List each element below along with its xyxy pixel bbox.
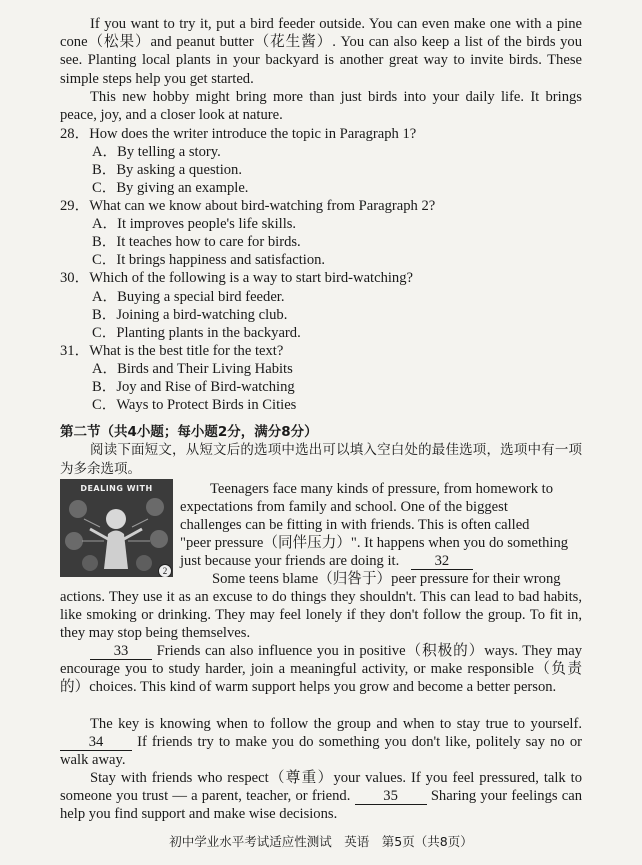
passage-paragraph: If you want to try it, put a bird feeder outside. You can even make one with a pine cone（松果）and peanut butter（花生酱）. You can also keep a list of the birds you see. Planting local plants in your backyard is another great way to invite birds. These simple steps help you get started. xyxy=(60,16,582,87)
question-stem: 29．What can we know about bird-watching from Paragraph 2? xyxy=(60,198,436,214)
poster-badge: 2 xyxy=(158,564,172,577)
blank-35[interactable]: 35 xyxy=(355,789,427,805)
question-option: C．It brings happiness and satisfaction. xyxy=(92,252,326,268)
passage-text: Friends can also influence you in positive（积极的）ways. They may encourage you to study harder, join a meaningful activity, or make responsible（负责的）choices. This kind of warm support helps you grow and become a better person. xyxy=(60,643,582,696)
question-option: A．By telling a story. xyxy=(92,144,221,160)
passage-text: Stay with friends who respect（尊重）your values. If you feel pressured, talk to someone you trust — a parent, teacher, or friend. xyxy=(60,770,582,805)
passage-paragraph: This new hobby might bring more than just birds into your daily life. It brings peace, joy, and a closer look at nature. xyxy=(60,88,582,124)
passage-line: challenges can be fitting in with friends. This is often called xyxy=(180,517,530,533)
passage-line xyxy=(180,552,473,570)
passage-paragraph xyxy=(60,715,582,770)
question-stem: 31．What is the best title for the text? xyxy=(60,343,284,359)
section-heading: 第二节（共4小题；每小题2分，满分8分） xyxy=(60,424,318,440)
passage-line: Some teens blame（归咎于）peer pressure for their wrong xyxy=(212,571,561,587)
passage-text: The key is knowing when to follow the group and when to stay true to yourself. xyxy=(90,716,582,732)
blank-34[interactable]: 34 xyxy=(60,735,132,751)
passage-text: Sharing your feelings can help you find support and make wise decisions. xyxy=(60,788,583,823)
passage-tail xyxy=(60,15,582,124)
question-option: B．It teaches how to care for birds. xyxy=(92,234,301,250)
passage-text: If friends try to make you do something you don't like, politely say no or walk away. xyxy=(60,734,582,769)
passage-paragraph xyxy=(60,769,582,824)
section-instruction: 阅读下面短文，从短文后的选项中选出可以填入空白处的最佳选项，选项中有一项为多余选项。 xyxy=(60,442,582,477)
passage-line-text: just because your friends are doing it. xyxy=(180,553,400,569)
blank-32[interactable]: 32 xyxy=(411,554,473,570)
question-stem: 30．Which of the following is a way to start bird-watching? xyxy=(60,270,414,286)
passage-paragraph: actions. They use it as an excuse to do things they shouldn't. This can lead to bad habits, like smoking or drinking. They may feel lonely if they don't follow the group. To fit in, they may stop being themselves. xyxy=(60,589,582,642)
question-option: C．Planting plants in the backyard. xyxy=(92,325,301,341)
question-option: C．Ways to Protect Birds in Cities xyxy=(92,397,297,413)
question-option: B．Joy and Rise of Bird-watching xyxy=(92,379,295,395)
question-option: B．Joining a bird-watching club. xyxy=(92,307,288,323)
passage-line: Teenagers face many kinds of pressure, from homework to xyxy=(210,481,554,497)
question-option: B．By asking a question. xyxy=(92,162,242,178)
page-footer: 初中学业水平考试适应性测试 英语 第5页（共8页） xyxy=(169,834,473,849)
poster-title: DEALING WITH xyxy=(80,484,153,493)
passage-paragraph xyxy=(60,642,582,697)
passage-line: "peer pressure（同伴压力）". It happens when you do something xyxy=(180,535,569,551)
blank-33[interactable]: 33 xyxy=(90,644,152,660)
question-option: C．By giving an example. xyxy=(92,180,249,196)
peer-pressure-poster xyxy=(60,479,173,577)
question-option: A．Birds and Their Living Habits xyxy=(92,361,293,377)
question-option: A．Buying a special bird feeder. xyxy=(92,289,285,305)
question-option: A．It improves people's life skills. xyxy=(92,216,297,232)
passage-line: expectations from family and school. One of the biggest xyxy=(180,499,508,515)
question-stem: 28．How does the writer introduce the topic in Paragraph 1? xyxy=(60,126,417,142)
poster-illustration xyxy=(60,479,173,577)
